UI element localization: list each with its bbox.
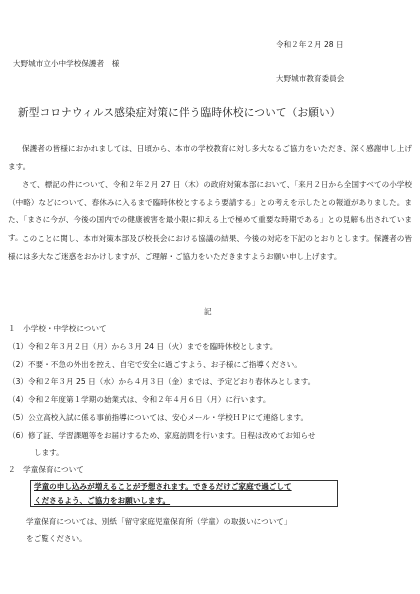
intro-paragraph: 保護者の皆様におかれましては、日頃から、本市の学校教育に対し多大なるご協力をいただき、深く感謝申し上げます。 (8, 144, 412, 171)
recipient-line: 大野城市立小中学校保護者 様 (13, 59, 120, 68)
list-item: （5）公立高校入試に係る事前指導については、安心メール・学校ＨＰにて連絡します。 (8, 413, 309, 422)
document-date: 令和２年２月 28 日 (276, 40, 344, 49)
list-item: （1）令和２年３月２日（月）から３月 24 日（火）までを臨時休校とします。 (8, 342, 278, 351)
paragraph-policy: さて、標記の件について、令和２年２月 27 日（木）の政府対策本部において、「来月２日から全国すべての小学校（中略）などについて、春休みに入るまで臨時休校とするよう要請する」との考えを示したとの報道がありました。また、「まさに今が、今後の国内での健康被害を最小限に抑える上で極めて重要な時期である」との見解も出されています。 (8, 180, 412, 242)
list-item: （6）修了証、学習課題等をお届けするため、家庭訪問を行います。日程は改めてお知らせ (8, 431, 316, 440)
section2-heading: ２ 学童保育について (8, 465, 84, 474)
section1-heading: １ 小学校・中学校について (8, 324, 107, 333)
list-item: （4）令和２年度第１学期の始業式は、令和２年４月６日（月）に行います。 (8, 395, 271, 404)
document-title: 新型コロナウィルス感染症対策に伴う臨時休校について（お願い） (18, 107, 341, 119)
gakudo-line-1: 学童保育については、別紙「留守家庭児童保育所（学童）の取扱いについて」 (26, 517, 292, 526)
ki-heading: 記 (204, 307, 212, 316)
list-item: （2）不要・不急の外出を控え、自宅で安全に過ごすよう、お子様にご指導ください。 (8, 360, 302, 369)
notice-line-1: 学童の申し込みが増えることが予想されます。できるだけご家庭で過ごして (34, 482, 292, 491)
sender-line: 大野城市教育委員会 (276, 74, 345, 83)
gakudo-line-2: をご覧ください。 (26, 534, 87, 543)
notice-line-2: くださるよう、ご協力をお願いします。 (34, 496, 171, 505)
list-item: （3）令和２年３月 25 日（水）から４月３日（金）までは、予定どおり春休みとします。 (8, 377, 316, 386)
list-item-continuation: します。 (34, 448, 64, 457)
paragraph-decision: このことに関し、本市対策本部及び校長会における協議の結果、今後の対応を下記のとおりとします。保護者の皆様には多大なご迷惑をおかけしますが、ご理解・ご協力をいただきますようお願い申し上げます。 (8, 234, 412, 261)
